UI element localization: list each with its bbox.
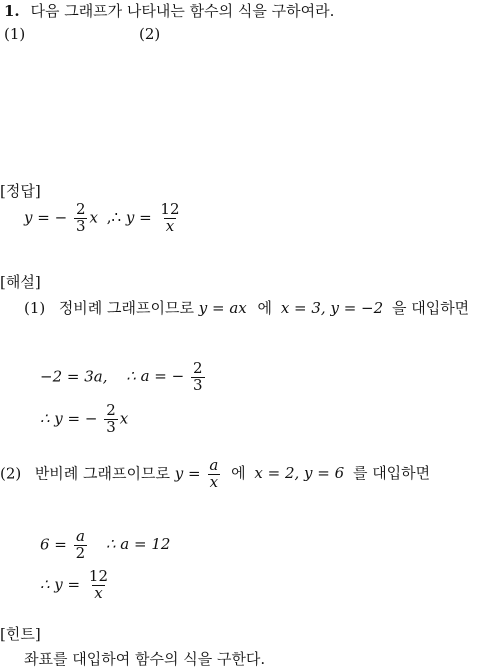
part1-step2 xyxy=(40,403,128,436)
answer1-fraction xyxy=(74,202,88,235)
part2-step1-fraction xyxy=(74,529,88,562)
part2-substitution: x = 2, y = 6 xyxy=(254,464,345,483)
part2-text-b: 에 xyxy=(231,464,246,483)
part1-step2-fraction xyxy=(104,403,118,436)
part1-label: (1) xyxy=(24,299,46,317)
part1-step2-num: 2 xyxy=(106,401,116,419)
part2-step1-den: 2 xyxy=(75,543,86,562)
part2-text-c: 를 대입하면 xyxy=(352,464,431,483)
part1-step1-fraction xyxy=(191,361,205,394)
part1-equation: y = ax xyxy=(198,299,247,317)
part1-step2-den: 3 xyxy=(106,417,116,436)
part2-eq-fraction xyxy=(207,458,220,491)
problem-text: 다음 그래프가 나타내는 함수의 식을 구하여라. xyxy=(30,2,335,20)
part2-step2-lhs: ∴ y = xyxy=(40,575,81,594)
part2-eq-lhs: y = xyxy=(174,464,201,483)
part2-eq-num: a xyxy=(209,456,219,474)
hint-header: [힌트] xyxy=(0,625,41,643)
part2-text-a: 반비례 그래프이므로 xyxy=(34,464,170,483)
answer1-rhs: x xyxy=(89,208,98,227)
answer-line xyxy=(24,202,184,235)
part1-step2-lhs: ∴ y = − xyxy=(40,409,98,428)
part2-step1-num: a xyxy=(75,527,85,545)
part2-eq-den: x xyxy=(209,472,219,491)
part1-step1-den: 3 xyxy=(192,375,203,394)
part2-label: (2) xyxy=(0,464,22,483)
answer1-den: 3 xyxy=(75,216,86,235)
part2-step1-lhs: 6 = xyxy=(40,535,67,554)
part2-step2-den: x xyxy=(94,583,103,602)
part2-step2-fraction xyxy=(87,569,110,602)
answer1-lhs: y = − xyxy=(24,208,68,227)
part1-substitution: x = 3, y = −2 xyxy=(280,299,384,317)
part2-step2 xyxy=(40,569,112,602)
problem-number: 1. xyxy=(4,2,20,20)
part1-step1 xyxy=(40,361,207,394)
explanation-part2-line xyxy=(0,458,430,491)
answer1-num: 2 xyxy=(75,200,86,218)
explanation-part1-line xyxy=(24,300,469,317)
answer-header: [정답] xyxy=(0,182,41,200)
part2-step1 xyxy=(40,529,170,562)
part1-text-c: 을 대입하면 xyxy=(391,299,470,317)
part1-step1-num: 2 xyxy=(192,359,203,377)
subproblem-2-label: (2) xyxy=(139,25,161,43)
answer-separator: ,∴ xyxy=(106,208,122,227)
answer2-num: 12 xyxy=(160,200,180,218)
part2-step1-therefore: ∴ a = 12 xyxy=(106,535,171,554)
problem-line xyxy=(4,3,334,20)
answer2-fraction xyxy=(158,202,181,235)
hint-text: 좌표를 대입하여 함수의 식을 구한다. xyxy=(24,650,266,668)
part1-step1-therefore: ∴ a = − xyxy=(126,367,185,386)
part1-step1-eq: −2 = 3a, xyxy=(40,367,108,386)
part1-text-b: 에 xyxy=(257,299,273,317)
answer2-lhs: y = xyxy=(125,208,152,227)
answer2-den: x xyxy=(165,216,175,235)
part1-step2-rhs: x xyxy=(119,409,129,428)
part2-step2-num: 12 xyxy=(88,567,108,585)
subproblem-1-label: (1) xyxy=(4,25,26,43)
explanation-header: [해설] xyxy=(0,273,41,291)
part1-text-a: 정비례 그래프이므로 xyxy=(58,299,194,317)
